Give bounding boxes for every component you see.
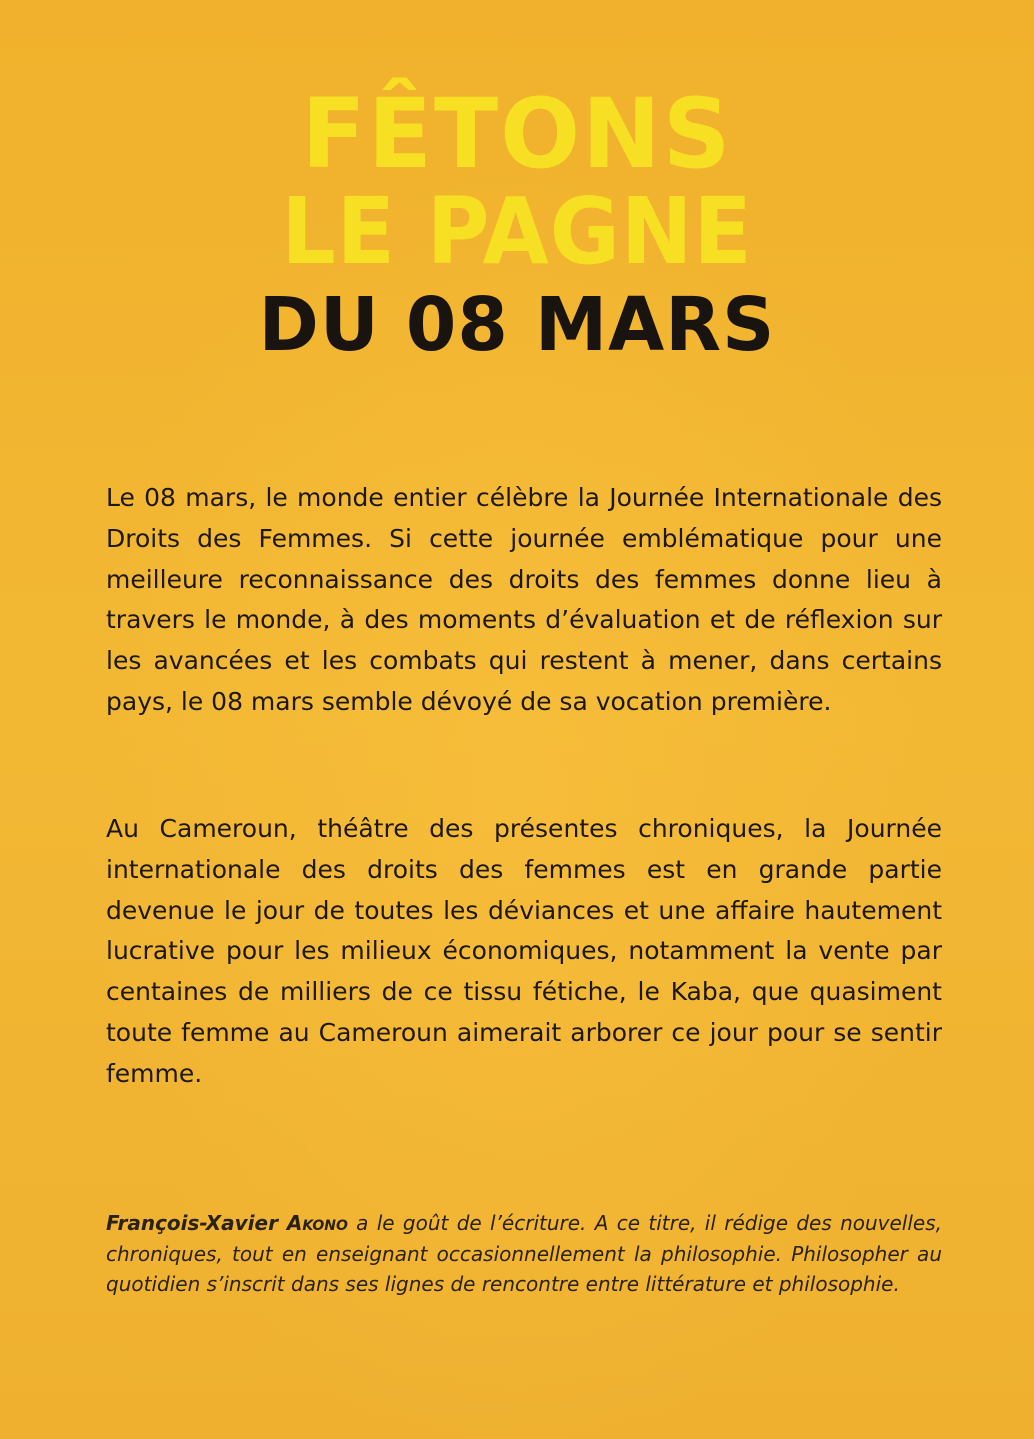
title-line-du-08-mars: DU 08 MARS bbox=[258, 282, 776, 368]
author-bio-text: a le goût de l’écriture. A ce titre, il rédige des nouvelles, chroniques, tout en enseignant occasionnellement la philosophie. Philosopher au quotidien s’inscrit dans ses lignes de rencontre entre littérature et philosophie. bbox=[106, 1211, 943, 1296]
author-first-name: François-Xavier bbox=[106, 1211, 278, 1235]
author-bio bbox=[106, 1208, 942, 1300]
author-name bbox=[106, 1211, 348, 1235]
blurb-paragraph-2: Au Cameroun, théâtre des présentes chroniques, la Journée internationale des droits des femmes est en grande partie devenue le jour de toutes les déviances et une affaire hautement lucrative pour les milieux économiques, notamment la vente par centaines de milliers de ce tissu fétiche, le Kaba, que quasiment toute femme au Cameroun aimerait arborer ce jour pour se sentir femme. bbox=[106, 814, 942, 1088]
title-line-fetons: FÊTONS bbox=[301, 78, 733, 190]
title-line-le-pagne: LE PAGNE bbox=[281, 178, 753, 285]
blurb-paragraph-1: Le 08 mars, le monde entier célèbre la Journée Internationale des Droits des Femmes. Si cette journée emblématique pour une meilleure reconnaissance des droits des femmes donne lieu à travers le monde, à des moments d’évaluation et de réflexion sur les avancées et les combats qui restent à mener, dans certains pays, le 08 mars semble dévoyé de sa vocation première. bbox=[106, 483, 942, 716]
author-surname: Akono bbox=[286, 1211, 348, 1235]
